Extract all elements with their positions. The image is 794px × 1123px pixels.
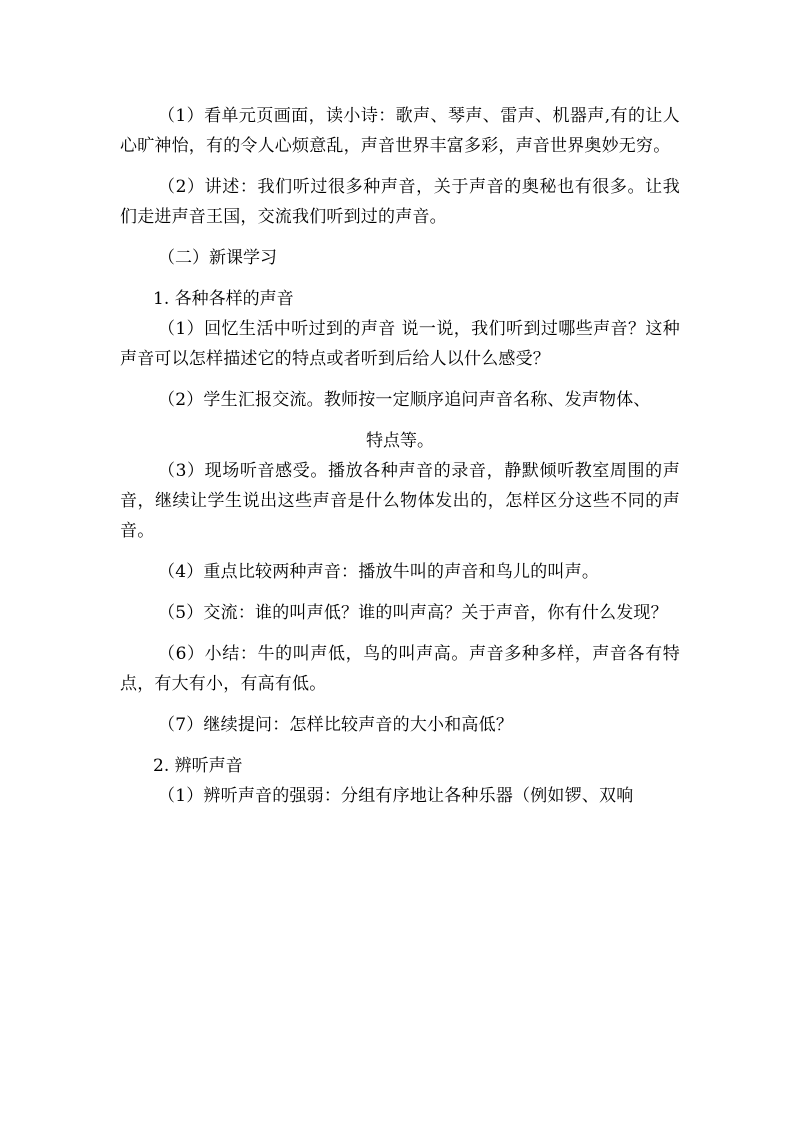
paragraph-10: （1）辨听声音的强弱：分组有序地让各种乐器（例如锣、双响 — [158, 786, 634, 806]
subheading-distinguish-sounds: 2. 辨听声音 — [153, 756, 243, 776]
paragraph-3: （1）回忆生活中听过到的声音 说一说，我们听到过哪些声音？这种声音可以怎样描述它的特点或者听到后给人以什么感受？ — [120, 319, 680, 369]
section-heading-new-lesson: （二）新课学习 — [158, 248, 277, 268]
paragraph-6: （4）重点比较两种声音：播放牛叫的声音和鸟儿的叫声。 — [158, 562, 600, 582]
document-body — [120, 101, 680, 811]
paragraph-1: （1）看单元页画面，读小诗：歌声、琴声、雷声、机器声,有的让人心旷神怡，有的令人心烦意乱，声音世界丰富多彩，声音世界奥妙无穷。 — [120, 106, 680, 156]
paragraph-9: （7）继续提问：怎样比较声音的大小和高低？ — [158, 715, 514, 735]
paragraph-4-continuation: 特点等。 — [366, 431, 434, 451]
paragraph-5: （3）现场听音感受。播放各种声音的录音，静默倾听教室周围的声音，继续让学生说出这些声音是什么物体发出的，怎样区分这些不同的声音。 — [120, 461, 680, 541]
subheading-various-sounds: 1. 各种各样的声音 — [153, 289, 294, 309]
paragraph-8: （6）小结：牛的叫声低，鸟的叫声高。声音多种多样，声音各有特点，有大有小，有高有低。 — [120, 644, 680, 694]
paragraph-7: （5）交流：谁的叫声低？谁的叫声高？关于声音，你有什么发现？ — [158, 603, 668, 623]
paragraph-2: （2）讲述：我们听过很多种声音，关于声音的奥秘也有很多。让我们走进声音王国，交流我们听到过的声音。 — [120, 177, 680, 227]
paragraph-4: （2）学生汇报交流。教师按一定顺序追问声音名称、发声物体、 — [158, 390, 651, 410]
